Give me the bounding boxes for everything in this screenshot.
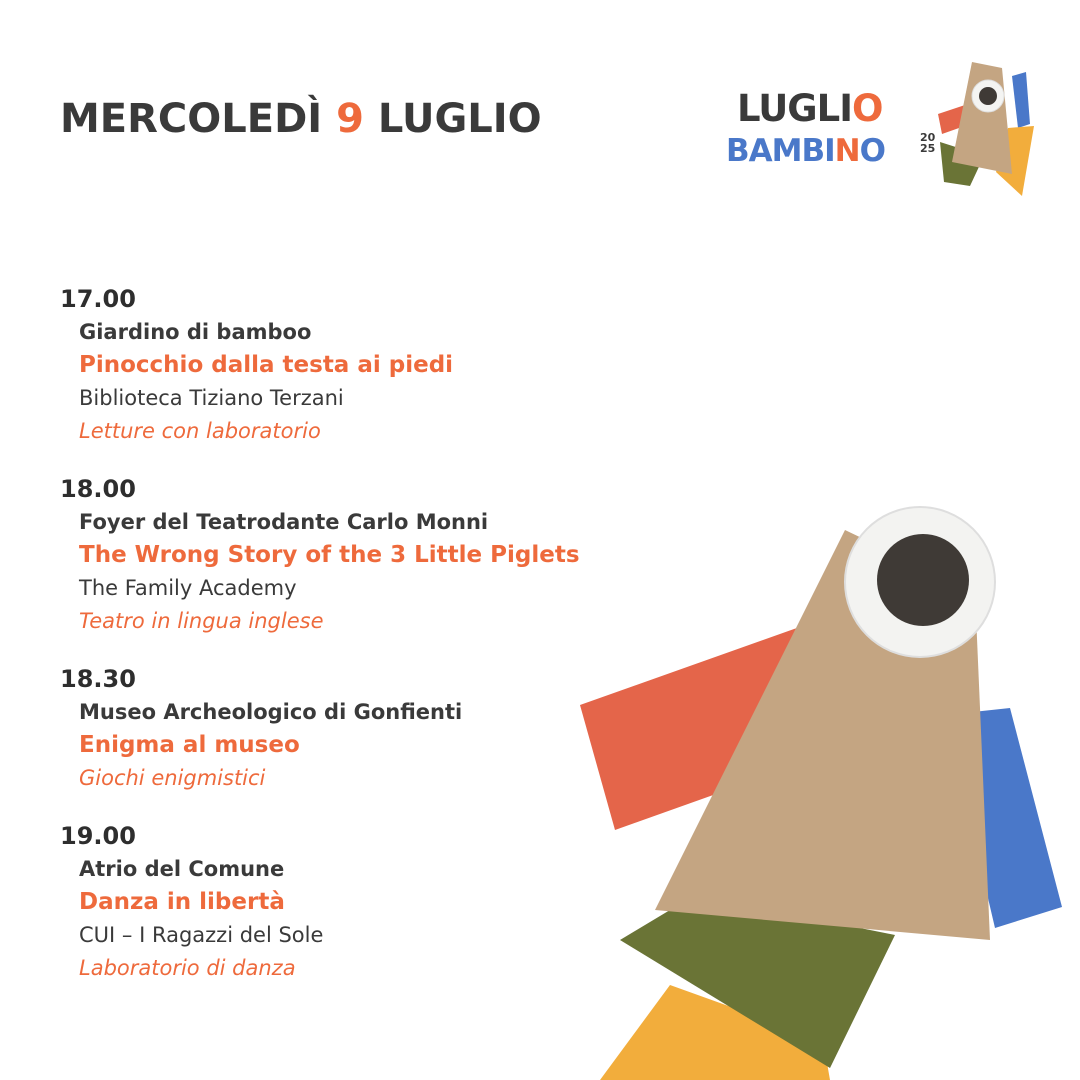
logo-line-1: LUGLIO xyxy=(737,87,883,130)
event-type: Letture con laboratorio xyxy=(79,419,321,443)
event-organizer: CUI – I Ragazzi del Sole xyxy=(79,923,324,947)
luglio-bambino-logo xyxy=(722,62,1042,207)
event-place: Museo Archeologico di Gonfienti xyxy=(79,700,463,724)
page-title xyxy=(60,96,542,142)
weekday: MERCOLEDÌ xyxy=(60,96,323,142)
list-item xyxy=(60,282,780,448)
event-time: 18.00 xyxy=(60,475,136,503)
event-time: 18.30 xyxy=(60,665,136,693)
event-organizer: The Family Academy xyxy=(79,576,297,600)
event-type: Giochi enigmistici xyxy=(79,766,266,790)
event-title: Enigma al museo xyxy=(79,732,300,758)
event-place: Foyer del Teatrodante Carlo Monni xyxy=(79,510,489,534)
event-title: Pinocchio dalla testa ai piedi xyxy=(79,352,454,378)
event-place: Giardino di bamboo xyxy=(79,320,312,344)
event-place: Atrio del Comune xyxy=(79,857,285,881)
event-time: 17.00 xyxy=(60,285,136,313)
logo-year: 20 25 xyxy=(920,131,936,155)
day-number: 9 xyxy=(336,96,364,142)
paper-bird-figure xyxy=(575,500,1080,1080)
month: LUGLIO xyxy=(377,96,542,142)
event-type: Teatro in lingua inglese xyxy=(79,609,324,633)
eye-pupil-shape xyxy=(877,534,969,626)
paper-bird-mascot-icon xyxy=(930,62,1042,207)
event-type: Laboratorio di danza xyxy=(79,956,296,980)
logo-line-2: BAMBINO xyxy=(726,133,885,169)
event-organizer: Biblioteca Tiziano Terzani xyxy=(79,386,344,410)
event-time: 19.00 xyxy=(60,822,136,850)
event-title: Danza in libertà xyxy=(79,889,285,915)
event-title: The Wrong Story of the 3 Little Piglets xyxy=(79,542,580,568)
